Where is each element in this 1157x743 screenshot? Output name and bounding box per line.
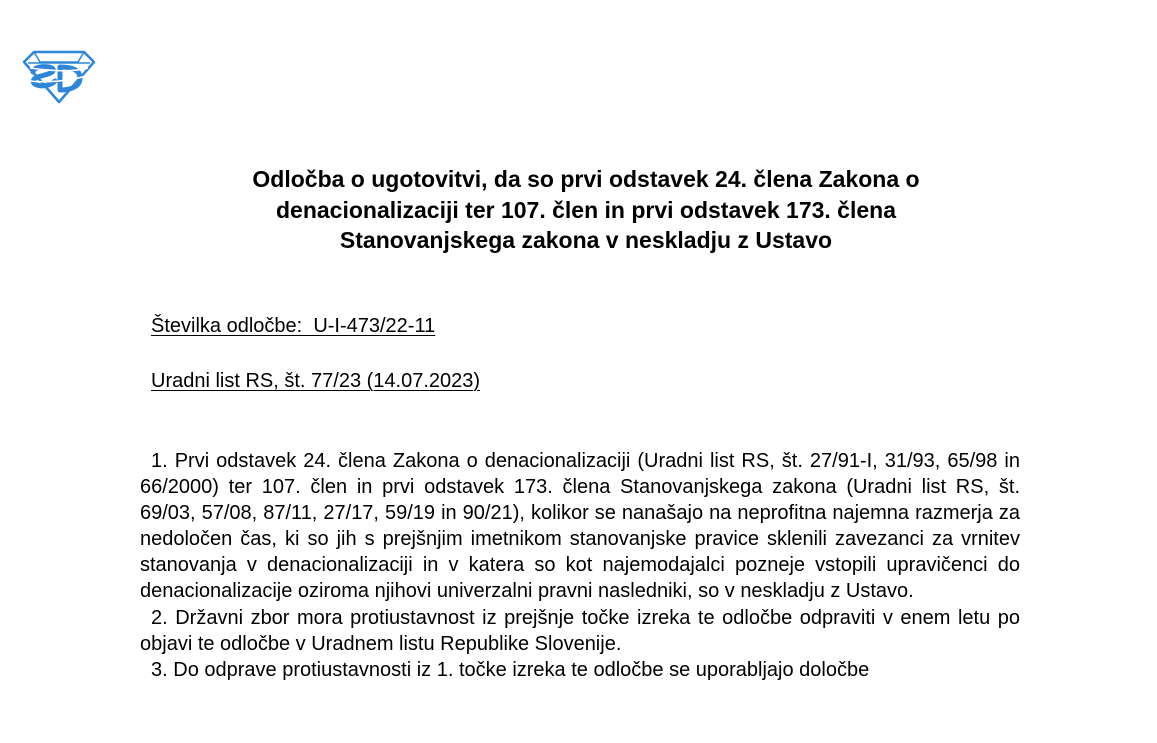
court-logo-icon bbox=[20, 48, 98, 104]
list-item bbox=[140, 657, 1020, 683]
title-line: Stanovanjskega zakona v neskladju z Ustavo bbox=[339, 227, 833, 253]
decision-operative-part bbox=[140, 448, 1020, 683]
item-text: Državni zbor mora protiustavnost iz prejšnje točke izreka te odločbe odpraviti v enem letu po objavi te odločbe v Uradnem listu Republike Slovenije. bbox=[140, 606, 1021, 655]
item-number: 3. bbox=[151, 658, 168, 681]
title-line: Odločba o ugotovitvi, da so prvi odstavek 24. člena Zakona o bbox=[252, 166, 920, 192]
decision-number: Številka odločbe: U-I-473/22-11 bbox=[151, 315, 436, 337]
item-number: 1. bbox=[151, 450, 168, 472]
list-item bbox=[140, 605, 1020, 657]
title-line: denacionalizaciji ter 107. člen in prvi odstavek 173. člena bbox=[275, 196, 896, 223]
item-text: Prvi odstavek 24. člena Zakona o denacionalizaciji (Uradni list RS, št. 27/91-I, 31/93, 65/98 in 66/2000) ter 107. člen in prvi odstavek 173. člena Stanovanjskega zakona (Uradni list RS, št. 69/03, 57/08, 87/11, 27/17, 59/19 in 90/21), kolikor se nanašajo na neprofitna najemna razmerja za nedoločen čas, ki so jih s prejšnjim imetnikom stanovanjske pravice sklenili zavezanci za vrnitev stanovanja v denacionalizaciji in v katera so kot najemodajalci pozneje vstopili upravičenci do denacionalizacije oziroma njihovi univerzalni pravni nasledniki, so v neskladju z Ustavo. bbox=[140, 450, 1020, 603]
item-number: 2. bbox=[151, 606, 168, 629]
item-text: Do odprave protiustavnosti iz 1. točke izreka te odločbe se uporabljajo določbe bbox=[173, 658, 870, 681]
list-item bbox=[140, 448, 1020, 605]
document-title bbox=[150, 164, 1022, 256]
gazette-reference: Uradni list RS, št. 77/23 (14.07.2023) bbox=[151, 370, 481, 392]
